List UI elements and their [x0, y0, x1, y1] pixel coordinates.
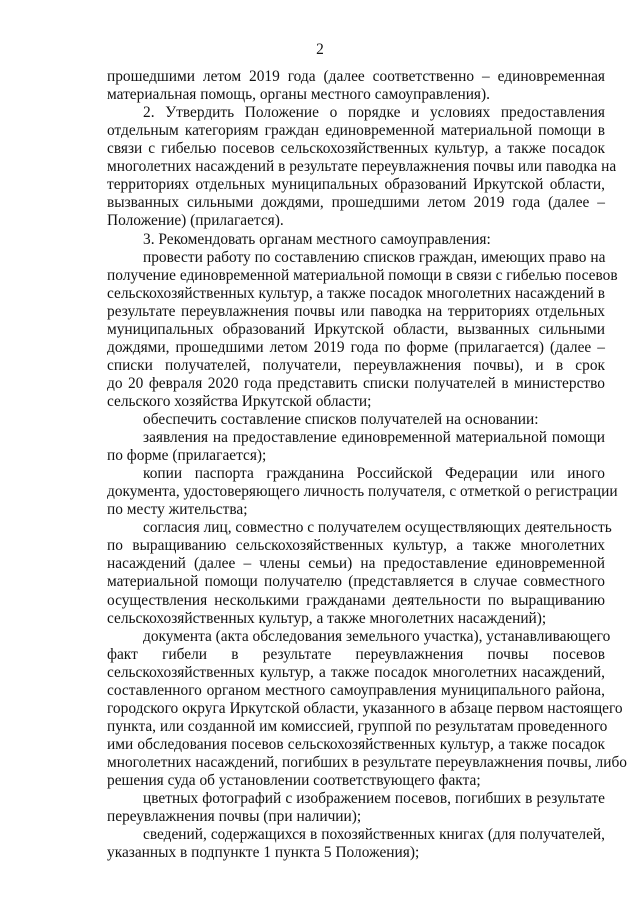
text-line: цветных фотографий с изображением посевов, погибших в результате	[143, 790, 605, 807]
text-line: вызванных сильными дождями, прошедшими летом 2019 года (далее –	[107, 194, 605, 212]
text-line: решения суда об установлении соответствующего факта;	[107, 772, 481, 789]
text-line: 3. Рекомендовать органам местного самоуправления:	[143, 230, 491, 248]
text-line: по выращиванию сельскохозяйственных культур, а также многолетних	[107, 537, 605, 555]
text-line: материальной помощи получателю (представляется в случае совместного	[107, 573, 605, 591]
text-line: сельского хозяйства Иркутской области;	[107, 392, 372, 410]
text-line: дождями, прошедшими летом 2019 года по форме (прилагается) (далее –	[107, 338, 605, 356]
text-line: муниципальных образований Иркутской области, вызванных сильными	[107, 320, 605, 338]
text-line: многолетних насаждений, погибших в результате переувлажнения почвы, либо	[107, 753, 627, 771]
text-line: сельскохозяйственных культур, а также посадок многолетних насаждений в	[107, 284, 605, 302]
text-line: по месту жительства;	[107, 501, 248, 519]
text-line: по форме (прилагается);	[107, 447, 267, 465]
text-line: многолетних насаждений в результате переувлажнения почвы или паводка на	[107, 158, 617, 176]
text-line: связи с гибелью посевов сельскохозяйственных культур, а также посадок	[107, 140, 605, 158]
text-line: обеспечить составление списков получателей на основании:	[143, 410, 539, 428]
text-line: факт гибели в результате переувлажнения почвы посевов	[107, 645, 605, 663]
text-line: пункта, или созданной им комиссией, группой по результатам проведенного	[107, 717, 608, 735]
text-line: согласия лиц, совместно с получателем осуществляющих деятельность	[143, 519, 612, 537]
text-line: провести работу по составлению списков граждан, имеющих право на	[143, 248, 606, 266]
text-line: насаждений (далее – члены семьи) на предоставление единовременной	[107, 555, 605, 573]
text-line: отдельным категориям граждан единовременной материальной помощи в	[107, 122, 605, 140]
text-line: сельскохозяйственных культур, а также многолетних насаждений);	[107, 609, 547, 627]
text-line: сведений, содержащихся в похозяйственных книгах (для получателей,	[143, 826, 605, 844]
text-line: ими обследования посевов сельскохозяйственных культур, а также посадок	[107, 735, 605, 753]
text-line: документа (акта обследования земельного участка), устанавливающего	[143, 627, 611, 645]
text-line: прошедшими летом 2019 года (далее соответственно – единовременная	[107, 68, 605, 85]
page-number: 2	[316, 41, 324, 58]
text-line: городского округа Иркутской области, указанного в абзаце первом настоящего	[107, 699, 623, 717]
text-line: сельскохозяйственных культур, а также посадок многолетних насаждений,	[107, 663, 605, 681]
text-line: территориях отдельных муниципальных образований Иркутской области,	[107, 176, 605, 194]
text-line: 2. Утвердить Положение о порядке и условиях предоставления	[143, 104, 605, 122]
text-line: Положение) (прилагается).	[107, 212, 284, 230]
text-line: до 20 февраля 2020 года представить списки получателей в министерство	[107, 374, 605, 392]
text-line: получение единовременной материальной помощи в связи с гибелью посевов	[107, 266, 618, 284]
text-line: указанных в подпункте 1 пункта 5 Положения);	[107, 844, 420, 862]
text-line: копии паспорта гражданина Российской Федерации или иного	[143, 465, 605, 483]
text-line: списки получателей, получатели, переувлажнения почвы), и в срок	[107, 356, 605, 374]
text-line: составленного органом местного самоуправления муниципального района,	[107, 681, 605, 699]
text-line: документа, удостоверяющего личность получателя, с отметкой о регистрации	[107, 483, 618, 501]
text-line: осуществления несколькими гражданами деятельности по выращиванию	[107, 591, 605, 609]
text-line: заявления на предоставление единовременной материальной помощи	[143, 429, 605, 446]
text-line: материальная помощь, органы местного самоуправления).	[107, 86, 490, 103]
text-line: результате переувлажнения почвы или паводка на территориях отдельных	[107, 302, 605, 320]
text-line: переувлажнения почвы (при наличии);	[107, 808, 362, 826]
